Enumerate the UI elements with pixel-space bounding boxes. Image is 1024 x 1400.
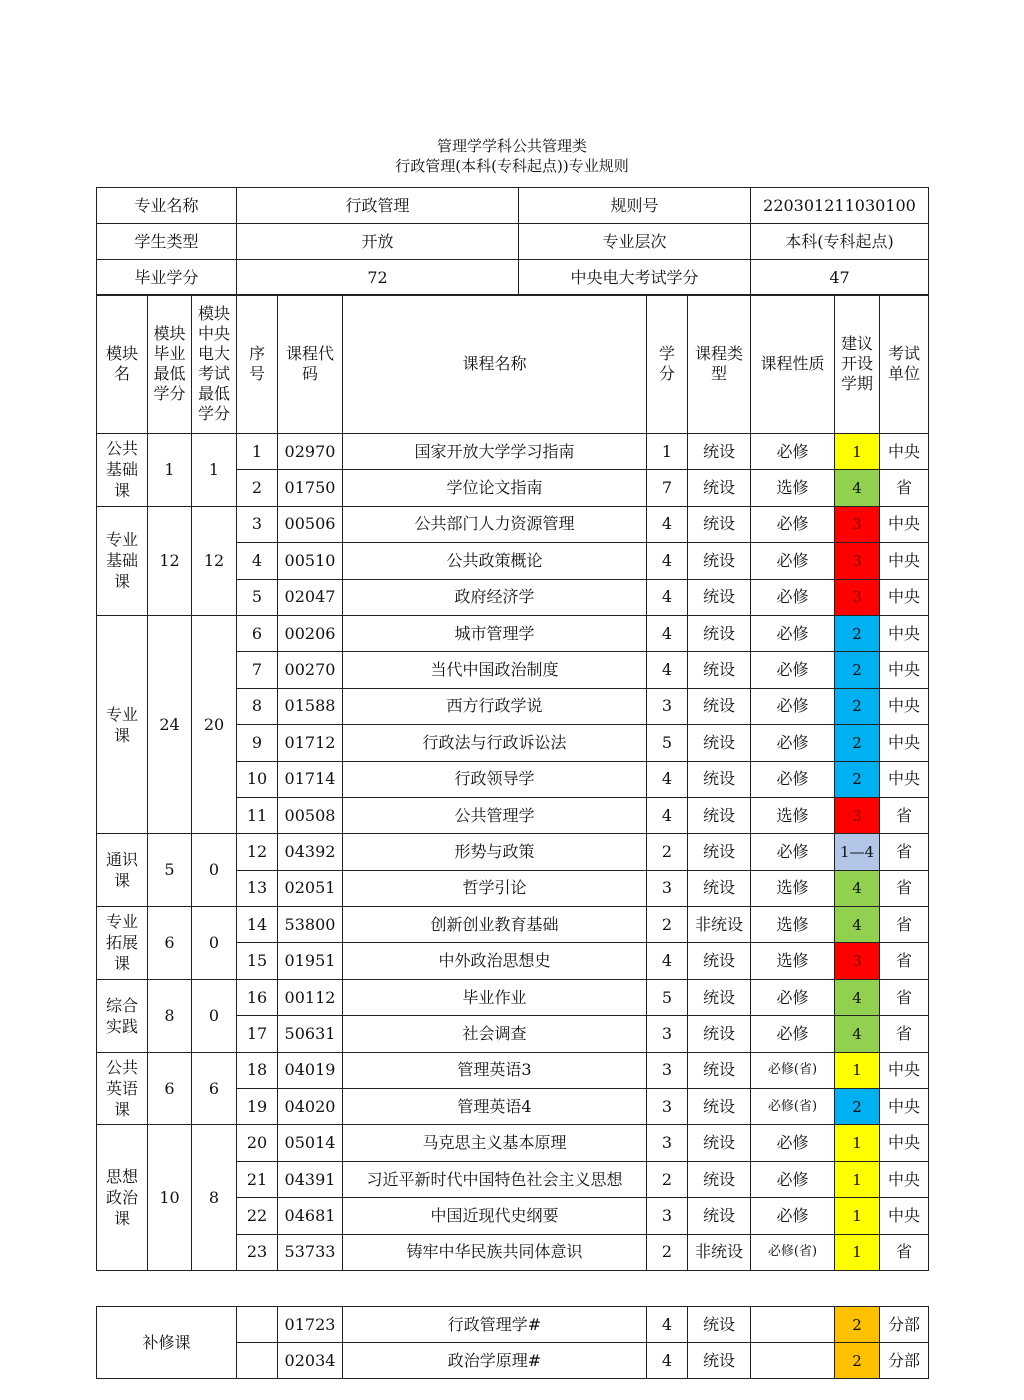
module-min-credit: 24 — [148, 615, 192, 833]
term-cell: 3 — [835, 943, 880, 979]
type-cell: 非统设 — [688, 907, 751, 943]
type-cell: 统设 — [688, 1343, 751, 1379]
course-name-cell: 政府经济学 — [343, 579, 647, 615]
module-central-credit: 12 — [192, 506, 237, 615]
module-name: 专业基础课 — [97, 506, 148, 615]
module-min-credit: 8 — [148, 979, 192, 1052]
credit-cell: 7 — [647, 470, 688, 506]
course-name-cell: 马克思主义基本原理 — [343, 1125, 647, 1161]
type-cell: 统设 — [688, 1198, 751, 1234]
code-cell: 01750 — [278, 470, 343, 506]
rule-label: 规则号 — [519, 188, 751, 224]
module-central-credit: 0 — [192, 907, 237, 980]
nature-cell: 必修 — [751, 579, 835, 615]
term-cell: 3 — [835, 579, 880, 615]
col-seq: 序号 — [237, 295, 278, 434]
module-central-credit: 1 — [192, 434, 237, 507]
code-cell: 02047 — [278, 579, 343, 615]
course-name-cell: 学位论文指南 — [343, 470, 647, 506]
credit-cell: 5 — [647, 725, 688, 761]
nature-cell: 必修 — [751, 434, 835, 470]
course-name-cell: 国家开放大学学习指南 — [343, 434, 647, 470]
type-cell: 统设 — [688, 1161, 751, 1197]
code-cell: 02051 — [278, 870, 343, 906]
exam-unit-cell: 省 — [880, 979, 929, 1015]
term-cell: 4 — [835, 470, 880, 506]
table-row — [97, 834, 929, 870]
level-value: 本科(专科起点) — [751, 224, 929, 260]
type-cell: 统设 — [688, 870, 751, 906]
seq-cell — [237, 1343, 278, 1379]
term-cell: 4 — [835, 907, 880, 943]
credit-cell: 4 — [647, 579, 688, 615]
type-cell: 统设 — [688, 688, 751, 724]
code-cell: 01714 — [278, 761, 343, 797]
page-subtitle: 行政管理(本科(专科起点))专业规则 — [395, 157, 629, 175]
term-cell: 1 — [835, 1234, 880, 1270]
nature-cell: 必修 — [751, 1125, 835, 1161]
code-cell: 04391 — [278, 1161, 343, 1197]
type-cell: 统设 — [688, 615, 751, 651]
credit-cell: 4 — [647, 943, 688, 979]
term-cell: 2 — [835, 1307, 880, 1343]
seq-cell: 16 — [237, 979, 278, 1015]
seq-cell: 21 — [237, 1161, 278, 1197]
nature-cell: 必修(省) — [751, 1089, 835, 1125]
col-term: 建议开设学期 — [835, 295, 880, 434]
seq-cell — [237, 1307, 278, 1343]
nature-cell: 必修 — [751, 652, 835, 688]
nature-cell: 必修(省) — [751, 1052, 835, 1088]
supplement-table — [96, 1306, 929, 1379]
course-name-cell: 行政领导学 — [343, 761, 647, 797]
seq-cell: 7 — [237, 652, 278, 688]
nature-cell: 选修 — [751, 797, 835, 833]
course-name-cell: 社会调查 — [343, 1016, 647, 1052]
student-type-value: 开放 — [237, 224, 519, 260]
exam-unit-cell: 中央 — [880, 761, 929, 797]
module-name: 公共英语课 — [97, 1052, 148, 1125]
course-name-cell: 毕业作业 — [343, 979, 647, 1015]
credit-cell: 4 — [647, 761, 688, 797]
exam-unit-cell: 省 — [880, 1234, 929, 1270]
nature-cell: 必修 — [751, 688, 835, 724]
type-cell: 统设 — [688, 1052, 751, 1088]
seq-cell: 1 — [237, 434, 278, 470]
exam-unit-cell: 中央 — [880, 615, 929, 651]
exam-unit-cell: 省 — [880, 797, 929, 833]
nature-cell: 必修 — [751, 1198, 835, 1234]
nature-cell: 必修 — [751, 543, 835, 579]
seq-cell: 19 — [237, 1089, 278, 1125]
course-name-cell: 当代中国政治制度 — [343, 652, 647, 688]
term-cell: 1 — [835, 1052, 880, 1088]
term-cell: 1 — [835, 1198, 880, 1234]
course-name-cell: 公共政策概论 — [343, 543, 647, 579]
code-cell: 00506 — [278, 506, 343, 542]
central-credit-value: 47 — [751, 260, 929, 296]
term-cell: 1 — [835, 1125, 880, 1161]
module-name: 通识课 — [97, 834, 148, 907]
code-cell: 04681 — [278, 1198, 343, 1234]
nature-cell: 必修 — [751, 834, 835, 870]
nature-cell: 选修 — [751, 870, 835, 906]
module-min-credit: 12 — [148, 506, 192, 615]
code-cell: 53800 — [278, 907, 343, 943]
code-cell: 01588 — [278, 688, 343, 724]
exam-unit-cell: 分部 — [880, 1307, 929, 1343]
course-name-cell: 管理英语3 — [343, 1052, 647, 1088]
course-name-cell: 管理英语4 — [343, 1089, 647, 1125]
type-cell: 统设 — [688, 943, 751, 979]
type-cell: 非统设 — [688, 1234, 751, 1270]
course-name-cell: 行政管理学# — [343, 1307, 647, 1343]
module-central-credit: 6 — [192, 1052, 237, 1125]
credit-cell: 3 — [647, 870, 688, 906]
nature-cell: 必修 — [751, 1016, 835, 1052]
seq-cell: 12 — [237, 834, 278, 870]
course-name-cell: 哲学引论 — [343, 870, 647, 906]
code-cell: 00510 — [278, 543, 343, 579]
exam-unit-cell: 中央 — [880, 652, 929, 688]
course-table — [96, 294, 929, 1271]
module-min-credit: 5 — [148, 834, 192, 907]
code-cell: 00112 — [278, 979, 343, 1015]
supplement-label: 补修课 — [97, 1307, 237, 1379]
seq-cell: 6 — [237, 615, 278, 651]
credit-cell: 2 — [647, 834, 688, 870]
course-name-cell: 创新创业教育基础 — [343, 907, 647, 943]
credit-cell: 3 — [647, 1016, 688, 1052]
credit-cell: 3 — [647, 1125, 688, 1161]
credit-cell: 3 — [647, 688, 688, 724]
table-row — [97, 615, 929, 651]
credit-cell: 2 — [647, 1234, 688, 1270]
term-cell: 4 — [835, 979, 880, 1015]
seq-cell: 13 — [237, 870, 278, 906]
major-info-table — [96, 187, 929, 296]
term-cell: 2 — [835, 1089, 880, 1125]
grad-credit-label: 毕业学分 — [97, 260, 237, 296]
credit-cell: 2 — [647, 1161, 688, 1197]
credit-cell: 4 — [647, 1307, 688, 1343]
type-cell: 统设 — [688, 1089, 751, 1125]
term-cell: 1 — [835, 1161, 880, 1197]
col-nature: 课程性质 — [751, 295, 835, 434]
seq-cell: 4 — [237, 543, 278, 579]
table-row — [97, 506, 929, 542]
type-cell: 统设 — [688, 579, 751, 615]
major-label: 专业名称 — [97, 188, 237, 224]
term-cell: 4 — [835, 870, 880, 906]
module-name: 综合实践 — [97, 979, 148, 1052]
exam-unit-cell: 分部 — [880, 1343, 929, 1379]
module-min-credit: 6 — [148, 907, 192, 980]
credit-cell: 4 — [647, 652, 688, 688]
module-central-credit: 8 — [192, 1125, 237, 1271]
term-cell: 4 — [835, 1016, 880, 1052]
col-credit: 学分 — [647, 295, 688, 434]
credit-cell: 3 — [647, 1089, 688, 1125]
col-module-central: 模块中央电大考试最低学分 — [192, 295, 237, 434]
code-cell: 04019 — [278, 1052, 343, 1088]
seq-cell: 15 — [237, 943, 278, 979]
term-cell: 2 — [835, 725, 880, 761]
term-cell: 1 — [835, 434, 880, 470]
col-module-min: 模块毕业最低学分 — [148, 295, 192, 434]
exam-unit-cell: 中央 — [880, 1125, 929, 1161]
exam-unit-cell: 省 — [880, 943, 929, 979]
course-name-cell: 中国近现代史纲要 — [343, 1198, 647, 1234]
code-cell: 00270 — [278, 652, 343, 688]
course-name-cell: 政治学原理# — [343, 1343, 647, 1379]
credit-cell: 5 — [647, 979, 688, 1015]
exam-unit-cell: 省 — [880, 470, 929, 506]
code-cell: 00206 — [278, 615, 343, 651]
exam-unit-cell: 中央 — [880, 725, 929, 761]
code-cell: 50631 — [278, 1016, 343, 1052]
nature-cell: 必修 — [751, 979, 835, 1015]
course-name-cell: 行政法与行政诉讼法 — [343, 725, 647, 761]
type-cell: 统设 — [688, 834, 751, 870]
course-name-cell: 形势与政策 — [343, 834, 647, 870]
grad-credit-value: 72 — [237, 260, 519, 296]
code-cell: 02970 — [278, 434, 343, 470]
course-name-cell: 西方行政学说 — [343, 688, 647, 724]
nature-cell: 必修 — [751, 1161, 835, 1197]
module-central-credit: 0 — [192, 834, 237, 907]
exam-unit-cell: 中央 — [880, 1052, 929, 1088]
seq-cell: 3 — [237, 506, 278, 542]
type-cell: 统设 — [688, 543, 751, 579]
course-name-cell: 中外政治思想史 — [343, 943, 647, 979]
type-cell: 统设 — [688, 725, 751, 761]
credit-cell: 4 — [647, 543, 688, 579]
module-min-credit: 10 — [148, 1125, 192, 1271]
seq-cell: 8 — [237, 688, 278, 724]
table-row — [97, 979, 929, 1015]
exam-unit-cell: 中央 — [880, 688, 929, 724]
term-cell: 3 — [835, 543, 880, 579]
type-cell: 统设 — [688, 1307, 751, 1343]
seq-cell: 5 — [237, 579, 278, 615]
term-cell: 2 — [835, 652, 880, 688]
nature-cell: 选修 — [751, 943, 835, 979]
code-cell: 00508 — [278, 797, 343, 833]
code-cell: 01951 — [278, 943, 343, 979]
seq-cell: 20 — [237, 1125, 278, 1161]
exam-unit-cell: 省 — [880, 907, 929, 943]
central-credit-label: 中央电大考试学分 — [519, 260, 751, 296]
code-cell: 02034 — [278, 1343, 343, 1379]
credit-cell: 3 — [647, 1198, 688, 1234]
seq-cell: 22 — [237, 1198, 278, 1234]
nature-cell: 必修 — [751, 506, 835, 542]
page-title: 管理学学科公共管理类 — [436, 137, 587, 155]
seq-cell: 2 — [237, 470, 278, 506]
term-cell: 2 — [835, 1343, 880, 1379]
type-cell: 统设 — [688, 434, 751, 470]
credit-cell: 4 — [647, 1343, 688, 1379]
nature-cell: 必修 — [751, 761, 835, 797]
module-name: 公共基础课 — [97, 434, 148, 507]
type-cell: 统设 — [688, 506, 751, 542]
seq-cell: 14 — [237, 907, 278, 943]
code-cell: 05014 — [278, 1125, 343, 1161]
exam-unit-cell: 中央 — [880, 1161, 929, 1197]
type-cell: 统设 — [688, 1125, 751, 1161]
seq-cell: 17 — [237, 1016, 278, 1052]
seq-cell: 23 — [237, 1234, 278, 1270]
seq-cell: 18 — [237, 1052, 278, 1088]
exam-unit-cell: 中央 — [880, 1089, 929, 1125]
nature-cell: 选修 — [751, 907, 835, 943]
table-row — [97, 1125, 929, 1161]
module-name: 专业拓展课 — [97, 907, 148, 980]
course-name-cell: 公共管理学 — [343, 797, 647, 833]
module-min-credit: 1 — [148, 434, 192, 507]
nature-cell — [751, 1307, 835, 1343]
code-cell: 04392 — [278, 834, 343, 870]
type-cell: 统设 — [688, 761, 751, 797]
credit-cell: 2 — [647, 907, 688, 943]
nature-cell: 必修 — [751, 725, 835, 761]
seq-cell: 11 — [237, 797, 278, 833]
credit-cell: 4 — [647, 615, 688, 651]
col-name: 课程名称 — [343, 295, 647, 434]
code-cell: 01723 — [278, 1307, 343, 1343]
type-cell: 统设 — [688, 797, 751, 833]
seq-cell: 10 — [237, 761, 278, 797]
term-cell: 2 — [835, 761, 880, 797]
exam-unit-cell: 省 — [880, 870, 929, 906]
course-name-cell: 习近平新时代中国特色社会主义思想 — [343, 1161, 647, 1197]
module-name: 思想政治课 — [97, 1125, 148, 1271]
table-row — [97, 907, 929, 943]
module-name: 专业课 — [97, 615, 148, 833]
term-cell: 3 — [835, 506, 880, 542]
course-name-cell: 公共部门人力资源管理 — [343, 506, 647, 542]
course-name-cell: 铸牢中华民族共同体意识 — [343, 1234, 647, 1270]
rule-value: 220301211030100 — [751, 188, 929, 224]
credit-cell: 4 — [647, 506, 688, 542]
term-cell: 1—4 — [835, 834, 880, 870]
term-cell: 2 — [835, 688, 880, 724]
exam-unit-cell: 中央 — [880, 579, 929, 615]
term-cell: 2 — [835, 615, 880, 651]
module-min-credit: 6 — [148, 1052, 192, 1125]
exam-unit-cell: 中央 — [880, 1198, 929, 1234]
credit-cell: 4 — [647, 797, 688, 833]
code-cell: 53733 — [278, 1234, 343, 1270]
nature-cell — [751, 1343, 835, 1379]
type-cell: 统设 — [688, 979, 751, 1015]
student-type-label: 学生类型 — [97, 224, 237, 260]
course-name-cell: 城市管理学 — [343, 615, 647, 651]
term-cell: 3 — [835, 797, 880, 833]
credit-cell: 3 — [647, 1052, 688, 1088]
level-label: 专业层次 — [519, 224, 751, 260]
credit-cell: 1 — [647, 434, 688, 470]
exam-unit-cell: 省 — [880, 834, 929, 870]
nature-cell: 必修(省) — [751, 1234, 835, 1270]
exam-unit-cell: 中央 — [880, 506, 929, 542]
module-central-credit: 20 — [192, 615, 237, 833]
nature-cell: 必修 — [751, 615, 835, 651]
type-cell: 统设 — [688, 652, 751, 688]
col-exam: 考试单位 — [880, 295, 929, 434]
module-central-credit: 0 — [192, 979, 237, 1052]
code-cell: 01712 — [278, 725, 343, 761]
table-row — [97, 1052, 929, 1088]
table-row — [97, 434, 929, 470]
major-value: 行政管理 — [237, 188, 519, 224]
table-row — [97, 1307, 929, 1343]
type-cell: 统设 — [688, 1016, 751, 1052]
code-cell: 04020 — [278, 1089, 343, 1125]
col-code: 课程代码 — [278, 295, 343, 434]
col-module: 模块名 — [97, 295, 148, 434]
nature-cell: 选修 — [751, 470, 835, 506]
exam-unit-cell: 中央 — [880, 434, 929, 470]
exam-unit-cell: 省 — [880, 1016, 929, 1052]
exam-unit-cell: 中央 — [880, 543, 929, 579]
type-cell: 统设 — [688, 470, 751, 506]
col-type: 课程类型 — [688, 295, 751, 434]
seq-cell: 9 — [237, 725, 278, 761]
